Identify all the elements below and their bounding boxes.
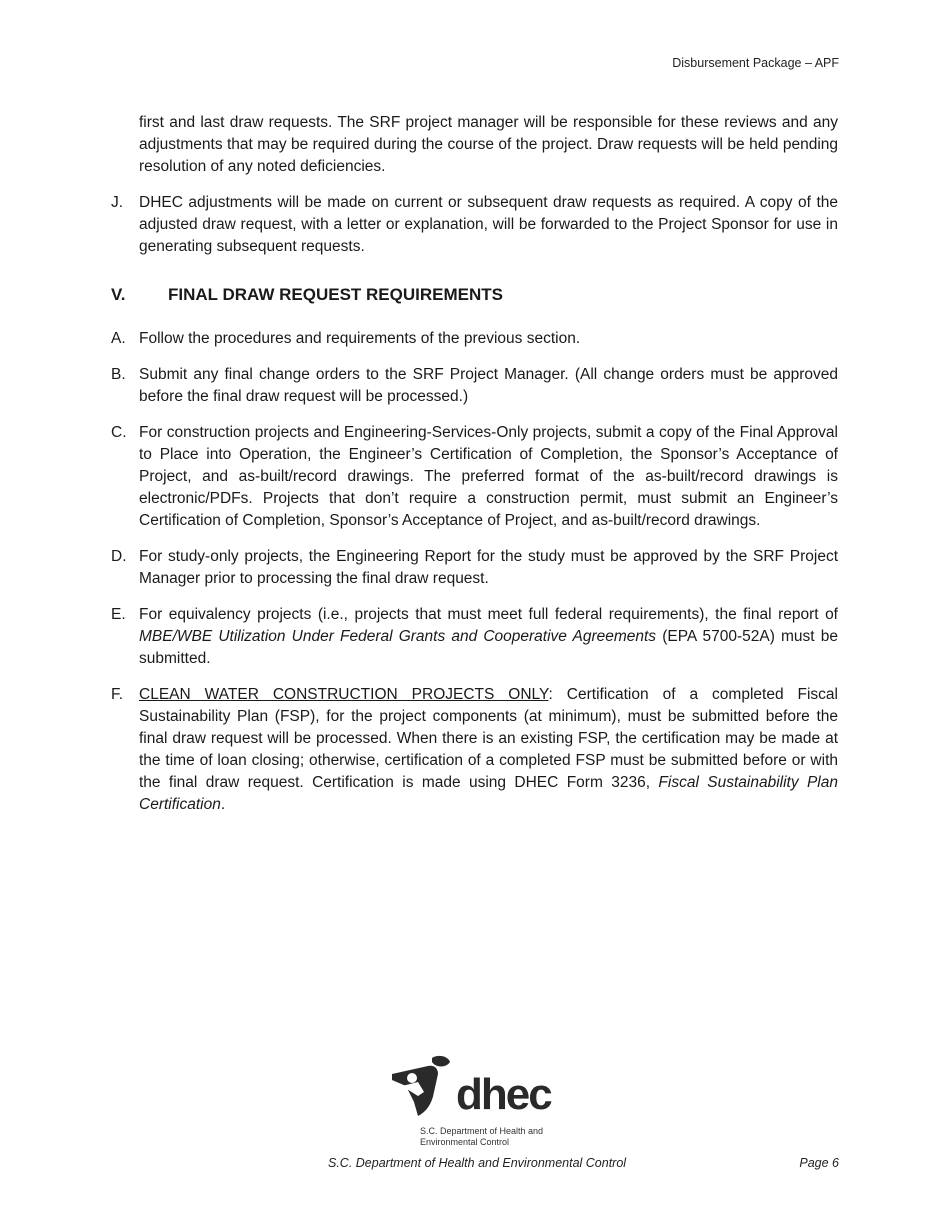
document-body: [111, 112, 838, 830]
dhec-logo: [388, 1052, 568, 1152]
page-header: Disbursement Package – APF: [672, 56, 839, 70]
list-item-c: [111, 422, 838, 532]
list-item-j: [111, 192, 838, 258]
list-item-b: [111, 364, 838, 408]
item-text: DHEC adjustments will be made on current or subsequent draw requests as required. A copy of the adjusted draw request, with a letter or explanation, will be forwarded to the Project Sponsor for use in generating subsequent requests.: [139, 194, 838, 255]
item-text: Submit any final change orders to the SRF Project Manager. (All change orders must be approved before the final draw request will be processed.): [139, 366, 838, 405]
item-label: F.: [111, 686, 124, 703]
item-text-before: For equivalency projects (i.e., projects that must meet full federal requirements), the final report of: [139, 606, 838, 623]
logo-subtitle-line1: S.C. Department of Health and: [420, 1126, 544, 1136]
item-label: B.: [111, 366, 126, 383]
list-item-f: [111, 684, 838, 816]
section-heading: [111, 284, 838, 306]
continued-paragraph: first and last draw requests. The SRF project manager will be responsible for these reviews and any adjustments that may be required during the course of the project. Draw requests will be held pending resolution of any noted deficiencies.: [139, 114, 838, 175]
list-item-e: [111, 604, 838, 670]
item-text-end: .: [220, 796, 226, 813]
list-item-d: [111, 546, 838, 590]
section-number: V.: [111, 285, 126, 304]
item-label: C.: [111, 424, 127, 441]
logo-wordmark: dhec: [456, 1070, 551, 1119]
form-title-italic: Fiscal Sustainability Plan Certification: [139, 774, 838, 813]
logo-subtitle-line2: Environmental Control: [420, 1137, 510, 1147]
item-text-main: : Certification of a completed Fiscal Sustainability Plan (FSP), for the project components (at minimum), must be submitted before the final draw request will be processed. When there is an existing FSP, the certification may be made at the time of loan closing; otherwise, certification of a completed FSP must be submitted before or with the final draw request. Certification is made using DHEC Form 3236,: [139, 686, 838, 791]
underlined-heading: CLEAN WATER CONSTRUCTION PROJECTS ONLY: [139, 686, 549, 703]
item-label: J.: [111, 194, 124, 211]
item-text: [139, 604, 838, 670]
list-item-a: [111, 328, 838, 350]
item-text: For construction projects and Engineering-Services-Only projects, submit a copy of the Final Approval to Place into Operation, the Engineer’s Certification of Completion, the Sponsor’s Acceptance of Project, and as-built/record drawings. The preferred format of the as-built/record drawings is electronic/PDFs. Projects that don’t require a construction permit, must submit an Engineer’s Certification of Completion, Sponsor’s Acceptance of Project, and as-built/record drawings.: [139, 424, 838, 529]
footer-organization: S.C. Department of Health and Environmental Control: [328, 1156, 627, 1170]
item-label: A.: [111, 330, 126, 347]
item-text: For study-only projects, the Engineering Report for the study must be approved by the SRF Project Manager prior to processing the final draw request.: [139, 548, 838, 587]
section-title: FINAL DRAW REQUEST REQUIREMENTS: [168, 285, 503, 304]
item-text: [139, 684, 838, 816]
page-number: Page 6: [799, 1156, 839, 1170]
form-title-italic: MBE/WBE Utilization Under Federal Grants and Cooperative Agreements: [139, 628, 657, 645]
item-label: D.: [111, 548, 127, 565]
item-label: E.: [111, 606, 126, 623]
item-text-after: (EPA 5700-52A) must be submitted.: [139, 628, 838, 667]
item-text: Follow the procedures and requirements of the previous section.: [139, 330, 581, 347]
